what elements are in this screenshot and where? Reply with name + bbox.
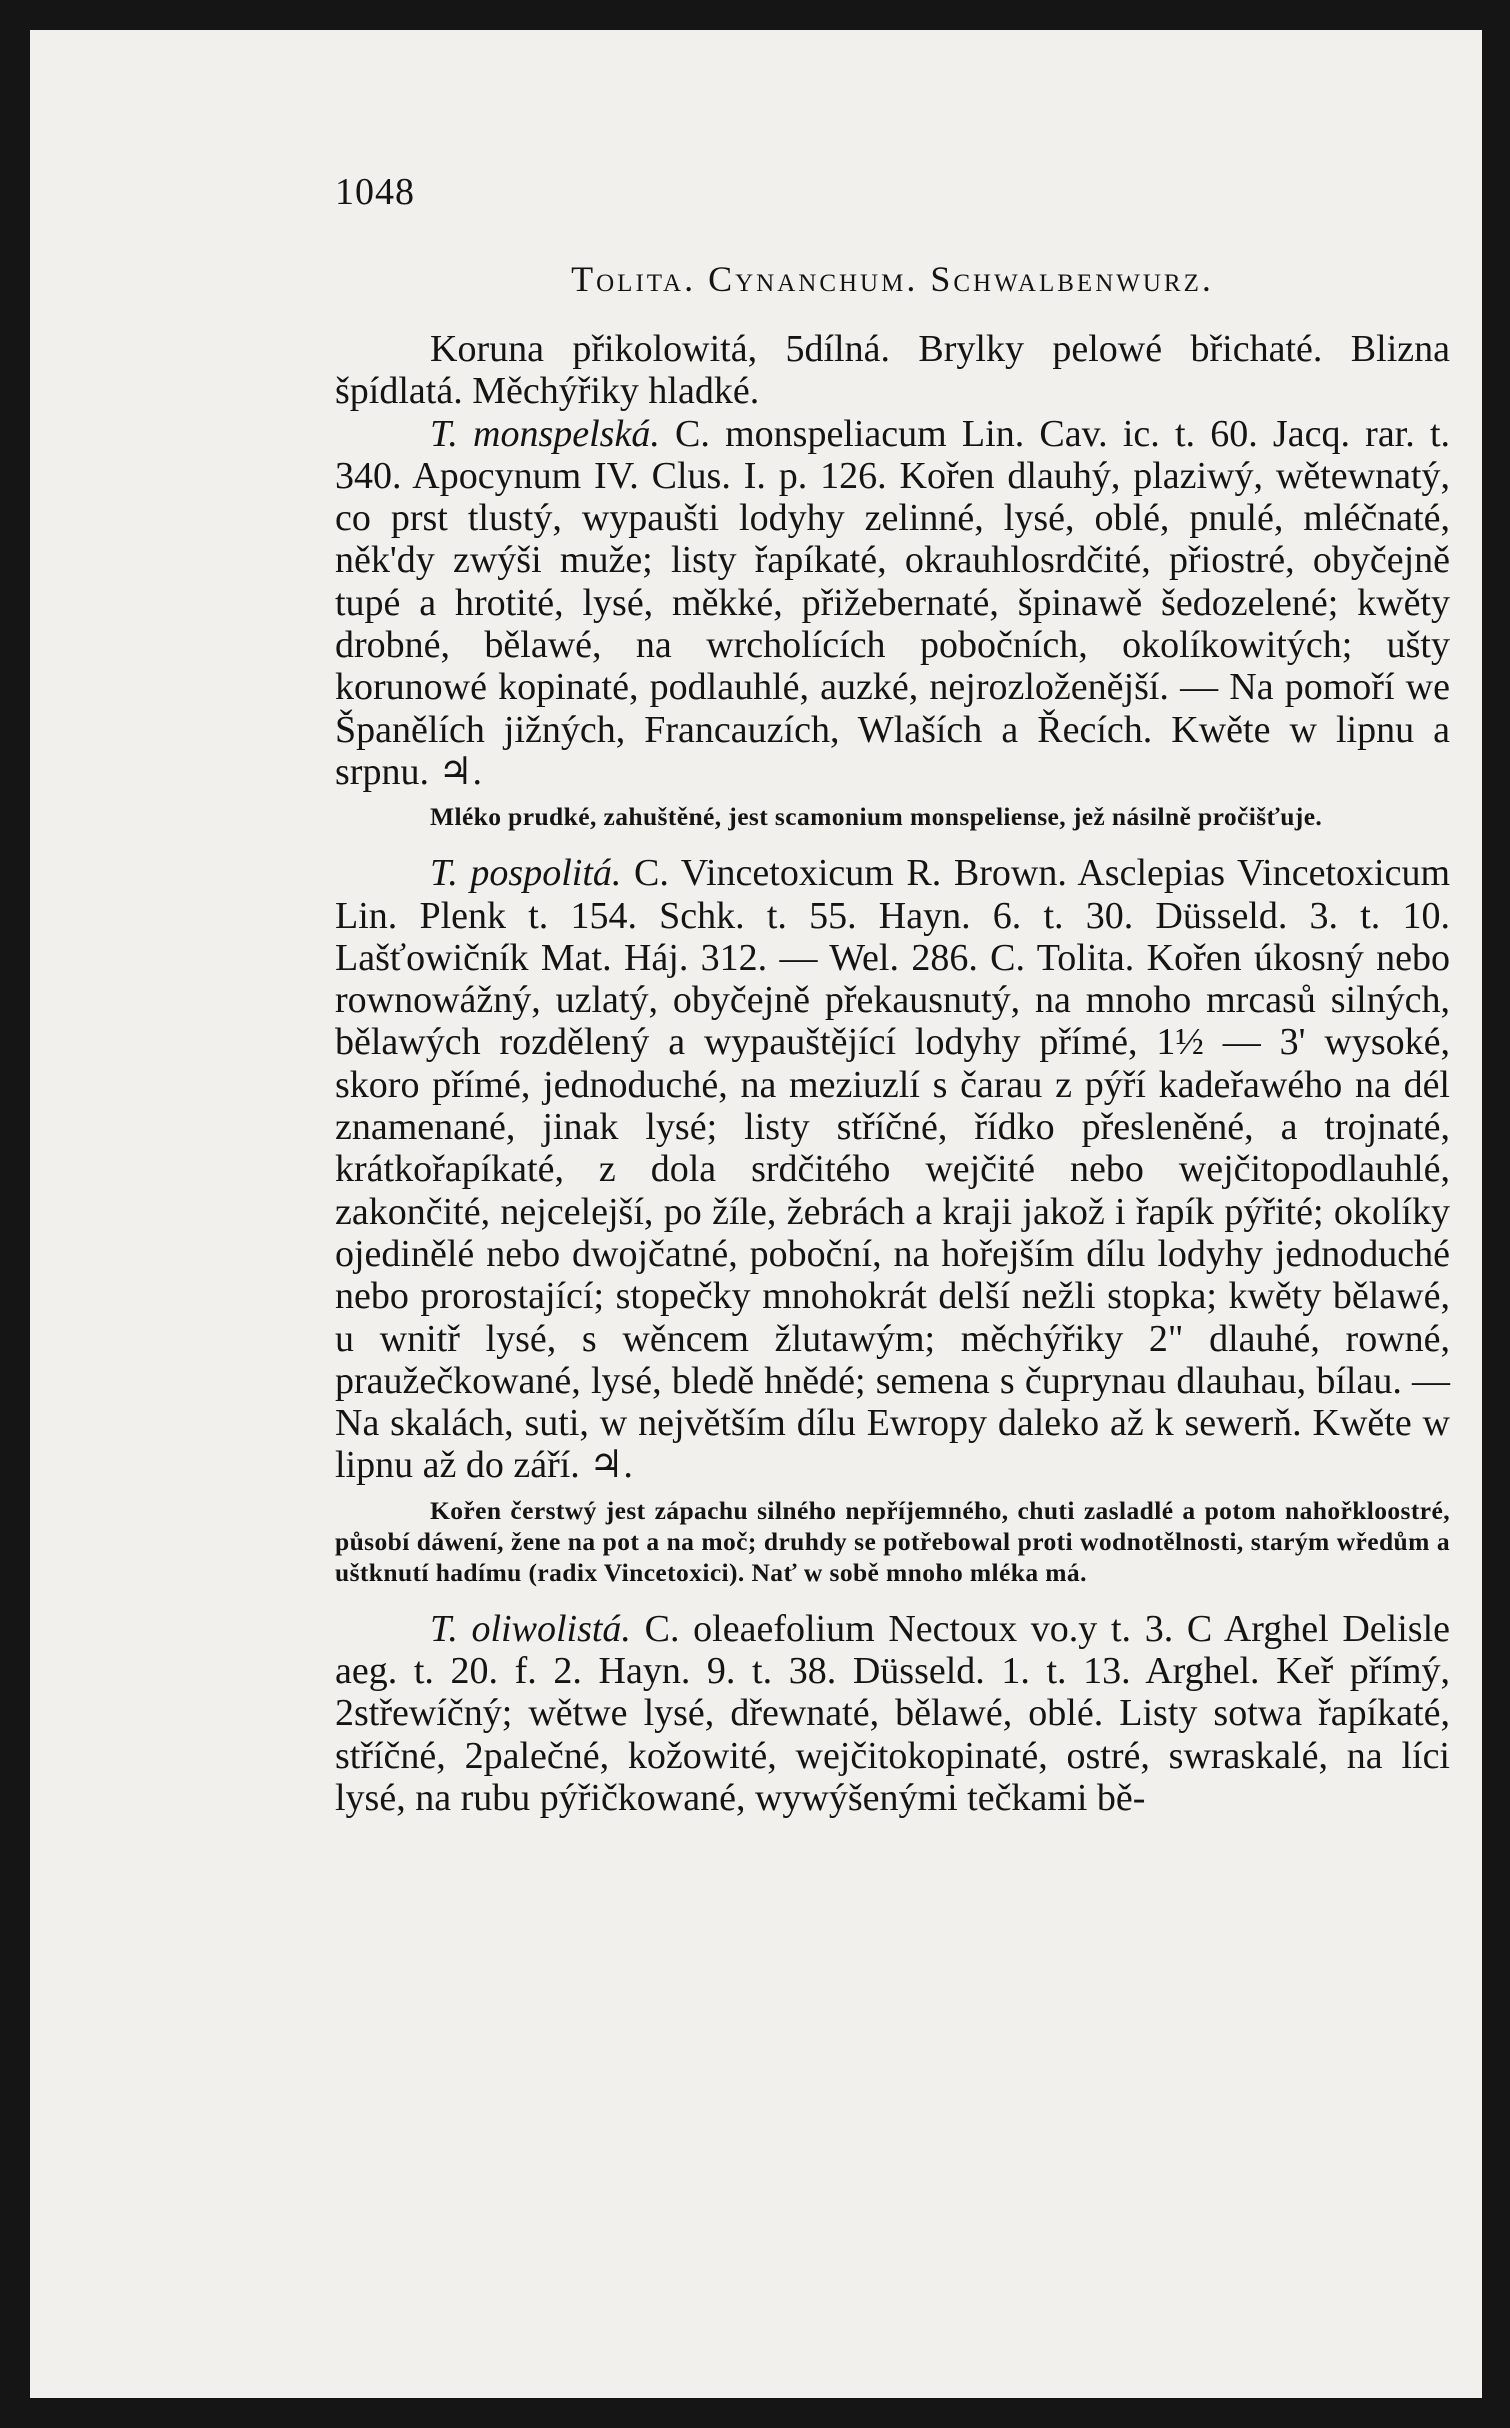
species-name: T. oliwolistá. xyxy=(430,1607,631,1650)
genus-description: Koruna přikolowitá, 5dílná. Brylky pelowé břichaté. Blizna špídlatá. Měchýřiky hladké. xyxy=(335,328,1450,413)
species-note: Kořen čerstwý jest zápachu silného nepříjemného, chuti zasladlé a potom nahořkloostré, působí dáwení, žene na pot a na moč; druhdy se potřebowal proti wodnotělnosti, starým wředům a uštknutí hadímu (radix Vincetoxici). Nať w sobě mnoho mléka má. xyxy=(335,1495,1450,1587)
species-description: Kořen dlauhý, plaziwý, wětewnatý, co prst tlustý, wypaušti lodyhy zelinné, lysé, oblé, pnulé, mléčnaté, něk'dy zwýši muže; listy řapíkaté, okrauhlosrdčité, přiostré, obyčejně tupé a hrotité, lysé, měkké, přižebernaté, špinawě šedozelené; kwěty drobné, bělawé, na wrcholících pobočních, okolíkowitých; ušty korunowé kopinaté, podlauhlé, auzké, nejrozloženější. — Na pomoří we Španělích jižných, Francauzích, Wlaších a Řecích. Kwěte w lipnu a srpnu. ♃. xyxy=(335,454,1450,793)
species-entry-pospolita xyxy=(335,852,1450,1486)
species-description: Keř přímý, 2střewíčný; wětwe lysé, dřewnaté, bělawé, oblé. Listy sotwa řapíkaté, stříčné, 2palečné, kožowité, wejčitokopinaté, ostré, swraskalé, na líci lysé, na rubu pýřičkowané, wywýšenými tečkami bě- xyxy=(335,1650,1451,1819)
species-name: T. pospolitá. xyxy=(430,852,622,895)
species-synonyms: C. oleaefolium Nectoux vo.y t. 3. C Arghel Delisle aeg. t. 20. f. 2. Hayn. 9. t. 38. Düsseld. 1. t. 13. Arghel. xyxy=(335,1607,1451,1693)
page-number: 1048 xyxy=(335,171,415,213)
species-name: T. monspelská. xyxy=(430,412,660,455)
species-synonyms: C. monspeliacum Lin. Cav. ic. t. 60. Jacq. rar. t. 340. Apocynum IV. Clus. I. p. 126. xyxy=(335,412,1451,497)
species-entry-oliwolista xyxy=(335,1608,1450,1819)
text-body xyxy=(335,328,1450,1819)
species-description: Kořen úkosný nebo rownowážný, uzlatý, obyčejně překausnutý, na mnoho mrcasů silných, bělawých rozdělený a wypauštějící lodyhy přímé, 1½ — 3' wysoké, skoro přímé, jednoduché, na meziuzlí s čarau z pýří kadeřawého na dél znamenané, jinak lysé; listy stříčné, řídko přesleněné, a trojnaté, krátkořapíkaté, z dola srdčitého wejčité nebo wejčitopodlauhlé, zakončité, nejcelejší, po žíle, žebrách a kraji jakož i řapík pýřité; okolíky ojedinělé nebo dwojčatné, poboční, na hořejším dílu lodyhy jednoduché nebo prorostající; stopečky mnohokrát delší nežli stopka; kwěty bělawé, u wnitř lysé, s wěncem žlutawým; měchýřiky 2" dlauhé, rowné, praužečkowané, lysé, bledě hnědé; semena s čuprynau dlauhau, bílau. — Na skalách, suti, w největším dílu Ewropy daleko až k sewerň. Kwěte w lipnu až do září. ♃. xyxy=(335,936,1450,1487)
species-synonyms: C. Vincetoxicum R. Brown. Asclepias Vincetoxicum Lin. Plenk t. 154. Schk. t. 55. Hayn. 6. t. 30. Düsseld. 3. t. 10. Lašťowičník Mat. Háj. 312. — Wel. 286. C. Tolita. xyxy=(335,852,1451,979)
book-page xyxy=(30,30,1482,2398)
running-header: Tolita. Cynanchum. Schwalbenwurz. xyxy=(571,259,1214,299)
species-note: Mléko prudké, zahuštěné, jest scamonium monspeliense, jež násilně pročišťuje. xyxy=(430,802,1323,832)
species-entry-monspelska xyxy=(335,413,1450,794)
